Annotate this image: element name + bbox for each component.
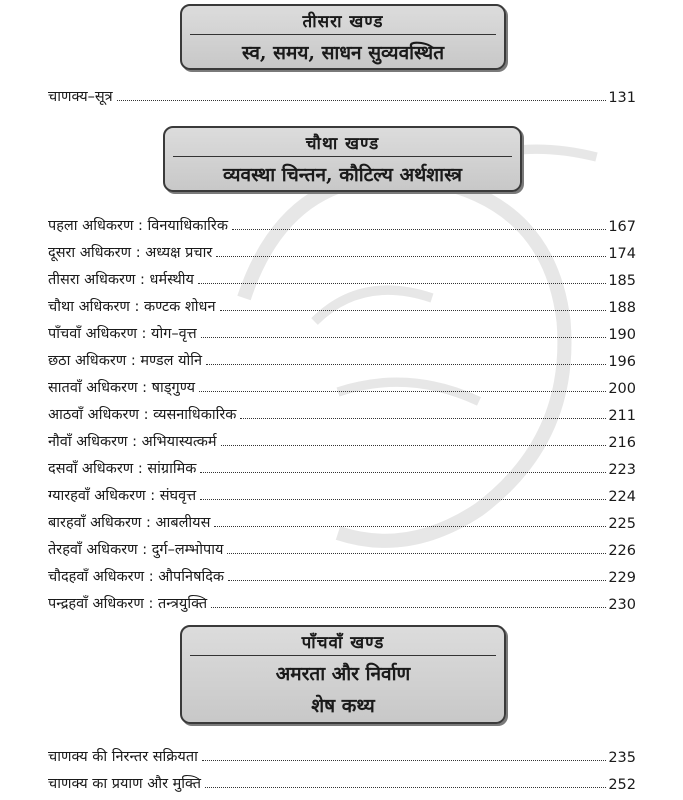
toc-entry-title: चौथा अधिकरण : कण्टक शोधन [48,299,216,315]
toc-entry-page: 230 [608,597,636,613]
toc-entry-page: 188 [608,300,636,316]
toc-entry[interactable] [48,564,636,586]
toc-entry[interactable] [48,213,636,235]
toc-entry-title: चौदहवाँ अधिकरण : औपनिषदिक [48,569,225,585]
toc-entry-title: चाणक्य–सूत्र [48,89,113,105]
toc-entry-page: 190 [608,327,636,343]
toc-entry-title: दसवाँ अधिकरण : सांग्रामिक [48,461,197,477]
toc-entry-page: 131 [608,90,636,106]
toc-entry-title: बारहवाँ अधिकरण : आबलीयस [48,515,211,531]
leader-dots [240,418,606,419]
toc-entry-page: 216 [608,435,636,451]
toc-entry[interactable] [48,240,636,262]
leader-dots [228,580,606,581]
toc-entry[interactable] [48,537,636,559]
toc-entry-page: 223 [608,462,636,478]
toc-entry-page: 211 [608,408,636,424]
toc-entry-page: 225 [608,516,636,532]
toc-entry-page: 224 [608,489,636,505]
toc-entry-page: 167 [608,219,636,235]
toc-entry-title: आठवाँ अधिकरण : व्यसनाधिकारिक [48,407,237,423]
toc-entry-title: चाणक्य की निरन्तर सक्रियता [48,749,198,765]
toc-entry[interactable] [48,771,636,793]
section-4-heading: चौथा खण्ड [173,128,512,157]
section-5-subtitle: अमरता और निर्वाण [275,663,411,685]
toc-entry[interactable] [48,744,636,766]
leader-dots [206,364,606,365]
leader-dots [200,472,606,473]
toc-entry-title: तेरहवाँ अधिकरण : दुर्ग–लम्भोपाय [48,542,224,558]
toc-entry-title: नौवाँ अधिकरण : अभियास्यत्कर्म [48,434,217,450]
leader-dots [227,553,606,554]
toc-entry-title: चाणक्य का प्रयाण और मुक्ति [48,776,202,792]
toc-entry[interactable] [48,429,636,451]
toc-entry-title: पन्द्रहवाँ अधिकरण : तन्त्रयुक्ति [48,596,208,612]
toc-entry[interactable] [48,84,636,106]
leader-dots [117,100,607,101]
toc-entry-page: 226 [608,543,636,559]
leader-dots [198,283,606,284]
toc-entry-title: दूसरा अधिकरण : अध्यक्ष प्रचार [48,245,213,261]
toc-entry-title: ग्यारहवाँ अधिकरण : संघवृत्त [48,488,197,504]
toc-entry-page: 196 [608,354,636,370]
toc-entry[interactable] [48,510,636,532]
toc-entry-title: पाँचवाँ अधिकरण : योग–वृत्त [48,326,197,342]
section-5-header [180,625,506,724]
toc-entry-page: 229 [608,570,636,586]
toc-entry[interactable] [48,267,636,289]
toc-entry-title: तीसरा अधिकरण : धर्मस्थीय [48,272,194,288]
leader-dots [220,310,607,311]
leader-dots [202,760,606,761]
leader-dots [221,445,607,446]
toc-entry-page: 235 [608,750,636,766]
toc-entry[interactable] [48,456,636,478]
toc-entry[interactable] [48,375,636,397]
section-4-subtitle: व्यवस्था चिन्तन, कौटिल्य अर्थशास्त्र [223,164,462,186]
toc-entry-title: सातवाँ अधिकरण : षाड्गुण्य [48,380,196,396]
leader-dots [232,229,606,230]
section-5-heading: पाँचवाँ खण्ड [190,627,496,656]
section-3-heading: तीसरा खण्ड [190,6,496,35]
leader-dots [214,526,606,527]
toc-entry-page: 174 [608,246,636,262]
toc-entry[interactable] [48,348,636,370]
leader-dots [216,256,606,257]
leader-dots [205,787,606,788]
section-4-header [163,126,522,192]
toc-entry[interactable] [48,591,636,613]
toc-entry[interactable] [48,294,636,316]
toc-entry[interactable] [48,321,636,343]
toc-entry-page: 185 [608,273,636,289]
toc-entry-title: पहला अधिकरण : विनयाधिकारिक [48,218,228,234]
toc-entry[interactable] [48,483,636,505]
toc-entry[interactable] [48,402,636,424]
leader-dots [211,607,606,608]
leader-dots [200,499,606,500]
toc-entry-title: छठा अधिकरण : मण्डल योनि [48,353,203,369]
toc-entry-page: 252 [608,777,636,793]
section-3-header [180,4,506,70]
section-3-subtitle: स्व, समय, साधन सुव्यवस्थित [241,42,445,64]
toc-entry-page: 200 [608,381,636,397]
leader-dots [201,337,607,338]
section-5-subtitle-2: शेष कथ्य [311,695,375,717]
leader-dots [199,391,606,392]
